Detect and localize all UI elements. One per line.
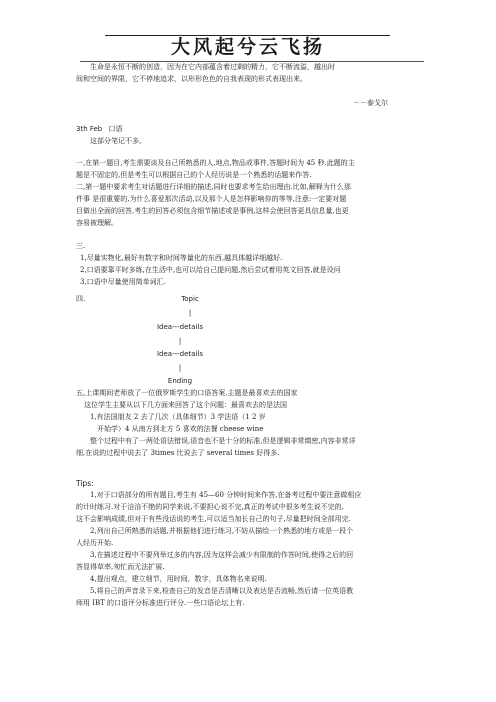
tips-line-5: 人经历开始.: [76, 539, 114, 547]
section5-line-4: 开始学）4 从南方到北方 5 喜欢的法餐 cheese wine: [97, 425, 264, 433]
section3-label: 三.: [76, 242, 86, 250]
tips-line-10: 师用 IBT 的口语评分标准进行评分.一些口语论坛上有.: [76, 599, 245, 607]
subject-label: 口语: [108, 125, 123, 133]
section5-line-6: 细,在说的过程中说去了 3times 比说去了 several times 好得多.: [76, 449, 280, 457]
section1-line-5: 目做出全面的回答,考生的回答必须包含细节描述或是事例,这样会使回答更具信息量,也更: [76, 207, 349, 215]
section5-line-5: 整个过程中有了一两处语法错误,语音也不是十分的标准,但是逻辑非常缜密,内容非常详: [90, 437, 356, 445]
quote-author: －－泰戈尔: [353, 99, 388, 107]
tips-line-7: 答显得草率,匆忙而无法扩展.: [76, 563, 165, 571]
flow-connector-3: |: [178, 364, 182, 372]
tips-line-9: 5,将自己的声音录下来,检查自己的发音是否清晰以及表达是否流畅,然后请一位英语教: [90, 587, 354, 595]
quote-line-1: 生命是永恒不断的创造，因为在它内部蕴含着过剩的精力，它不断流溢，越出时: [90, 63, 335, 71]
tips-line-3: 这不会影响成绩,但对于有些没话说的考生,可以适当加长自己的句子,尽量把时间全部用完.: [76, 515, 351, 523]
tips-line-6: 3,在描述过程中不要列举过多的内容,因为这样会减少有限制的作答时间,使得之后的回: [90, 551, 354, 559]
quote-line-2: 间和空间的界限，它不停地追求，以形形色色的自我表现的形式表现出来。: [76, 75, 307, 83]
section3-item-2: 2,口语要靠平时多练,在生活中,也可以给自己提问题,然后尝试着用英文回答,就是设问: [80, 266, 341, 274]
section5-line-2: 这位学生主要从以下几方面来回答了这个问题：最喜欢去的是法国: [84, 401, 287, 409]
section3-item-1: 1,尽量实物化,最好有数字和时间等量化的东西,越具体越详细越好.: [80, 254, 283, 262]
section1-line-2: 题是不固定的,但是考生可以根据自己的个人经历说是一个熟悉的话题来作答.: [76, 171, 312, 179]
section1-line-4: 件事 是很重要的,为什么喜爱那次活动,以及那个人是怎样影响你的等等,注意:一定要对题: [76, 195, 347, 203]
date-header: [76, 124, 123, 136]
banner-title: 大风起兮云飞扬: [170, 36, 325, 58]
header-note: 这部分笔记不多。: [90, 137, 146, 145]
section1-line-1: 一,在第一题目,考生需要谈及自己所熟悉的人,地点,物品或事件,答题时间为 45 秒.此题的主: [76, 159, 355, 167]
tips-line-8: 4,提出观点，建立细节，用时间，数字，具体物名来说明.: [90, 575, 267, 583]
flow-connector-1: |: [188, 309, 192, 317]
section3-item-3: 3,口语中尽量使用简单词汇.: [80, 278, 166, 286]
tips-heading: Tips:: [76, 479, 94, 488]
flow-ending: Ending: [167, 377, 193, 385]
flow-idea-1: Idea---details: [156, 323, 203, 331]
tips-line-4: 2,列出自己所熟悉的话题,并根据他们进行练习,不妨从描绘一个熟悉的地方或是一段个: [90, 527, 354, 535]
flow-idea-2: Idea---details: [156, 350, 203, 358]
tips-line-2: 的计时练习.对于涪涪不绝的同学来说,不要担心说不完,真正的考试中很多考生说不完的,: [76, 503, 344, 511]
section4-label: 四.: [76, 295, 86, 303]
section1-line-6: 容易被理解。: [76, 219, 118, 227]
date-label: 3th Feb: [76, 125, 103, 133]
section5-line-1: 五,上课期间老师放了一位俄罗斯学生的口语答案,主题是最喜欢去的国家: [76, 389, 298, 397]
tips-line-1: 1,对于口语部分的所有题目,考生有 45—60 分钟时间来作答,在备考过程中要注意做相应: [90, 491, 362, 499]
section1-line-3: 二,第一题中要求考生对话题进行详细的描述,同时也要求考生给出理由.比如,解释为什么那: [76, 183, 351, 191]
flow-connector-2: |: [178, 337, 182, 345]
section5-line-3: 1,有法国朋友 2 去了几次（具体细节）3 学法语（1 2 岁: [90, 413, 266, 421]
flow-topic: Topic: [181, 295, 199, 303]
